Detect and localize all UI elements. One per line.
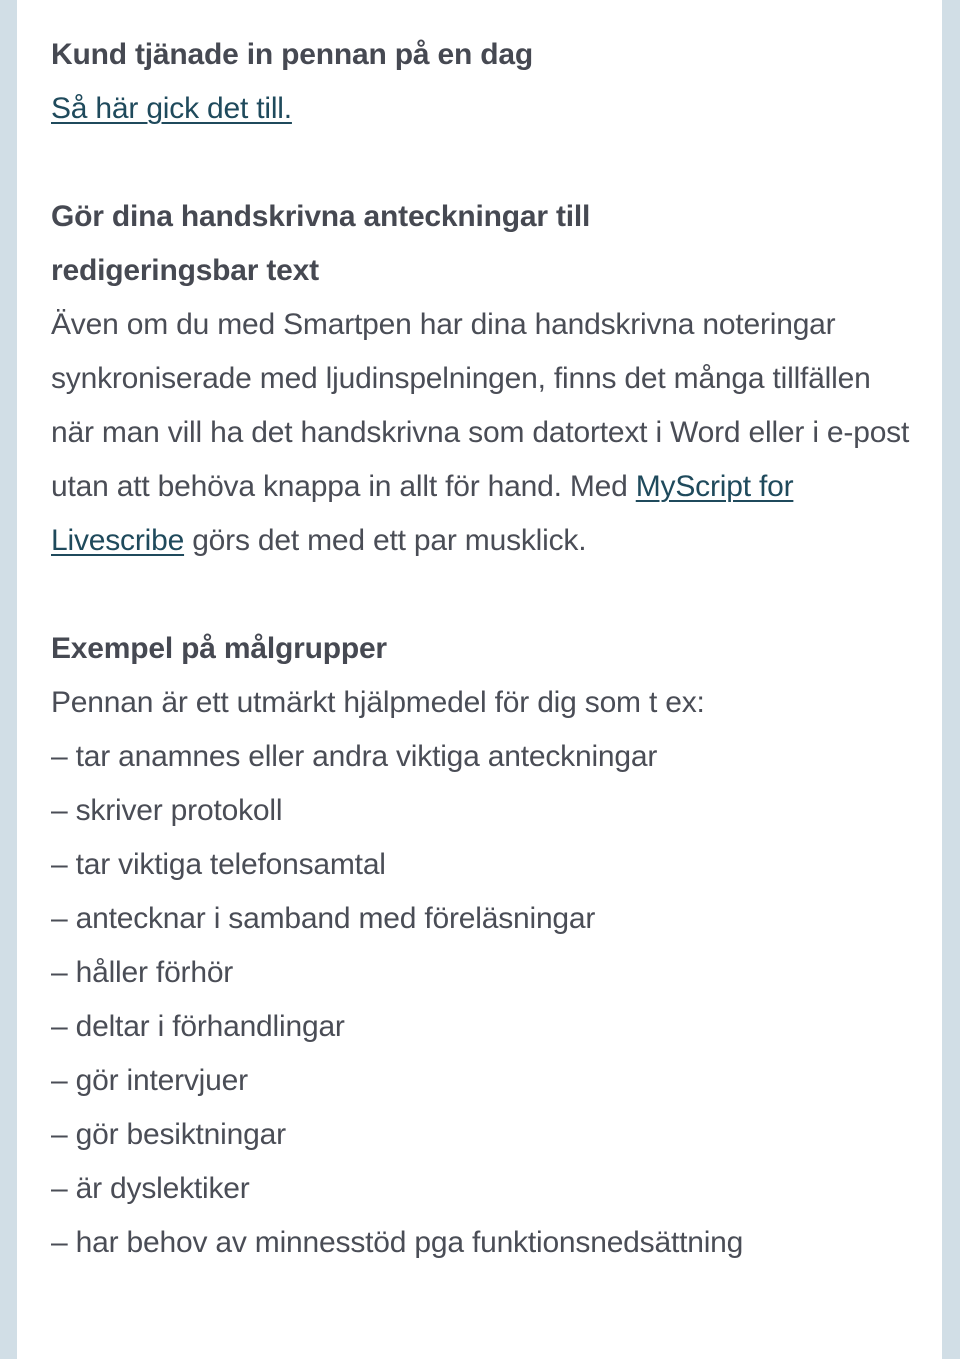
- spacer: [51, 136, 921, 190]
- heading-line-2: redigeringsbar text: [51, 254, 319, 287]
- section-heading-target-groups: Exempel på målgrupper: [51, 632, 387, 665]
- list-item: – har behov av minnesstöd pga funktionsnedsättning: [51, 1226, 744, 1259]
- spacer: [51, 568, 921, 622]
- section-heading-handwriting: [51, 190, 921, 298]
- list-item: – skriver protokoll: [51, 794, 283, 827]
- myscript-link[interactable]: MyScript for Livescribe: [51, 470, 794, 557]
- list-item: – gör besiktningar: [51, 1118, 286, 1151]
- article-body: [51, 28, 921, 1270]
- list-item: – gör intervjuer: [51, 1064, 248, 1097]
- list-item: – tar anamnes eller andra viktiga anteckningar: [51, 740, 658, 773]
- paragraph-text-before-link: Även om du med Smartpen har dina handskrivna noteringar synkroniserade med ljudinspelningen, finns det många tillfällen när man vill ha det handskrivna som datortext i Word eller i e-post utan att behöva knappa in allt för hand. Med: [51, 308, 910, 503]
- section-heading-customer-story: Kund tjänade in pennan på en dag: [51, 38, 533, 71]
- target-groups-intro: Pennan är ett utmärkt hjälpmedel för dig som t ex:: [51, 686, 705, 719]
- customer-story-link[interactable]: Så här gick det till.: [51, 92, 292, 125]
- list-item: – deltar i förhandlingar: [51, 1010, 345, 1043]
- list-item: – tar viktiga telefonsamtal: [51, 848, 386, 881]
- list-item: – antecknar i samband med föreläsningar: [51, 902, 596, 935]
- page-content-area: [17, 0, 942, 1359]
- target-groups-list: [51, 730, 921, 1270]
- customer-story-paragraph: [51, 82, 921, 136]
- list-item: – är dyslektiker: [51, 1172, 250, 1205]
- handwriting-paragraph: [51, 298, 921, 568]
- heading-line-1: Gör dina handskrivna anteckningar till: [51, 200, 591, 233]
- list-item: – håller förhör: [51, 956, 234, 989]
- paragraph-text-after-link: görs det med ett par musklick.: [184, 524, 587, 557]
